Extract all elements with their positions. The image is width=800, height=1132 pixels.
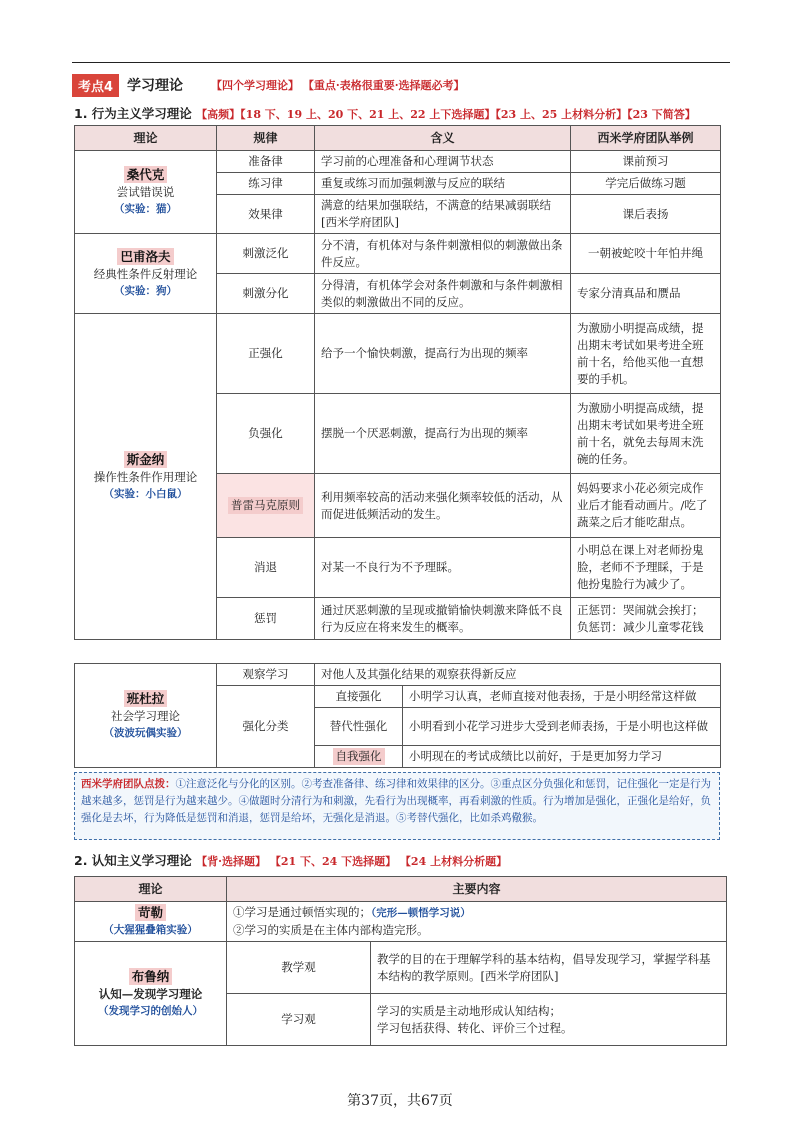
learning-view-line2: 学习包括获得、转化、评价三个过程。 — [377, 1020, 573, 1035]
pavlov-exp: （实验：狗） — [114, 284, 177, 297]
example-positive-punishment: 正惩罚：哭闹就会挨打； — [577, 602, 704, 617]
pavlov-theory: 经典性条件反射理论 — [93, 266, 198, 281]
learning-view-line1: 学习的实质是主动地形成认知结构； — [377, 1003, 561, 1018]
section-2-title: 2. 认知主义学习理论 — [74, 853, 192, 868]
law-cell: 消退 — [217, 538, 315, 598]
example-cell: 一朝被蛇咬十年怕井绳 — [571, 234, 721, 274]
skinner-theory: 操作性条件作用理论 — [93, 469, 198, 484]
example-cell: 为激励小明提高成绩，提出期末考试如果考进全班前十名，就免去每周末洗碗的任务。 — [571, 394, 721, 474]
self-reinforce-label: 自我强化 — [333, 748, 385, 765]
th-meaning: 含义 — [315, 126, 571, 151]
table-row — [75, 234, 721, 274]
bandura-theory: 社会学习理论 — [111, 708, 180, 723]
kohler-exp: （大猩猩叠箱实验） — [103, 924, 198, 936]
tips-text: ①注意泛化与分化的区别。②考查准备律、练习律和效果律的区分。③重点区分负强化和惩罚，记住强化一定是行为越来越多，惩罚是行为越来越少。④做题时分清行为和刺激，先看行为出现概率，再看刺激的性质。行为增加是强化，正强化是给好，负强化是去坏，行为降低是惩罚和消退，惩罚是给坏，无强化是消退。⑤考替代强化，比如杀鸡儆猴。 — [81, 778, 711, 824]
example-cell — [571, 598, 721, 640]
table-row — [75, 942, 727, 994]
example-cell: 专家分清真品和赝品 — [571, 274, 721, 314]
subtype-desc: 小明看到小花学习进步大受到老师表扬，于是小明也这样做 — [403, 708, 721, 746]
meaning-cell: 给予一个愉快刺激，提高行为出现的频率 — [315, 314, 571, 394]
pavlov-name: 巴甫洛夫 — [117, 248, 173, 265]
example-cell: 课前预习 — [571, 151, 721, 173]
kohler-line1-note: （完形—顿悟学习说） — [371, 907, 471, 919]
law-cell: 观察学习 — [217, 664, 315, 686]
thorndike-exp: （实验：猫） — [114, 203, 177, 215]
behaviorism-table — [74, 125, 721, 640]
example-cell: 课后表扬 — [571, 195, 721, 234]
kohler-line1: ①学习是通过顿悟实现的； — [233, 905, 371, 919]
kohler-line2: ②学习的实质是在主体内部构造完形。 — [233, 923, 429, 937]
subtype-cell: 直接强化 — [315, 686, 403, 708]
th-content: 主要内容 — [227, 877, 727, 902]
skinner-exp: （实验：小白鼠） — [103, 487, 188, 500]
example-cell: 为激励小明提高成绩，提出期末考试如果考进全班前十名，给他买他一直想要的手机。 — [571, 314, 721, 394]
thorndike-theory: 尝试错误说 — [116, 185, 175, 199]
tips-box — [74, 772, 720, 840]
section-2-heading — [74, 851, 507, 869]
th-theory: 理论 — [75, 126, 217, 151]
meaning-cell: 对某一不良行为不予理睬。 — [315, 538, 571, 598]
bandura-cell — [75, 664, 217, 768]
topic-header — [72, 74, 732, 96]
top-rule — [72, 62, 730, 63]
meaning-cell: 摆脱一个厌恶刺激，提高行为出现的频率 — [315, 394, 571, 474]
page-number: 第37页，共67页 — [347, 1093, 453, 1109]
table-row — [75, 664, 721, 686]
example-cell: 小明总在课上对老师扮鬼脸，老师不予理睬，于是他扮鬼脸行为减少了。 — [571, 538, 721, 598]
th-law: 规律 — [217, 126, 315, 151]
aspect-content: 教学的目的在于理解学科的基本结构，倡导发现学习，掌握学科基本结构的教学原则。[西米学府团队] — [371, 942, 727, 994]
aspect-content — [371, 994, 727, 1046]
aspect-cell: 教学观 — [227, 942, 371, 994]
meaning-cell: 分得清，有机体学会对条件刺激和与条件刺激相类似的刺激做出不同的反应。 — [315, 274, 571, 314]
law-cell — [217, 474, 315, 538]
bandura-exp: （波波玩偶实验） — [103, 726, 188, 739]
law-cell: 准备律 — [217, 151, 315, 173]
meaning-cell: 通过厌恶刺激的呈现或撤销愉快刺激来降低不良行为反应在将来发生的概率。 — [315, 598, 571, 640]
meaning-cell: 对他人及其强化结果的观察获得新反应 — [315, 664, 721, 686]
section-1-title: 1. 行为主义学习理论 — [74, 106, 192, 121]
kohler-cell — [75, 902, 227, 942]
table1-header-row — [75, 126, 721, 151]
meaning-cell: 满意的结果加强联结，不满意的结果减弱联结[西米学府团队] — [315, 195, 571, 234]
bandura-table — [74, 663, 721, 768]
table-row — [75, 151, 721, 173]
bandura-name: 班杜拉 — [124, 690, 168, 707]
subtype-cell — [315, 746, 403, 768]
table2-header-row — [75, 877, 727, 902]
law-cell: 效果律 — [217, 195, 315, 234]
example-negative-punishment: 负惩罚：减少儿童零花钱 — [577, 619, 704, 634]
table-row — [75, 902, 727, 942]
topic-title: 学习理论 — [127, 78, 184, 94]
meaning-cell: 分不清，有机体对与条件刺激相似的刺激做出条件反应。 — [315, 234, 571, 274]
kohler-name: 苛勒 — [135, 904, 166, 921]
meaning-cell: 学习前的心理准备和心理调节状态 — [315, 151, 571, 173]
meaning-cell: 重复或练习而加强刺激与反应的联结 — [315, 173, 571, 195]
th-example: 西米学府团队举例 — [571, 126, 721, 151]
meaning-cell: 利用频率较高的活动来强化频率较低的活动，从而促进低频活动的发生。 — [315, 474, 571, 538]
example-cell: 妈妈要求小花必须完成作业后才能看动画片。/吃了蔬菜之后才能吃甜点。 — [571, 474, 721, 538]
section-1-heading — [74, 104, 696, 122]
tips-label: 西米学府团队点拨： — [81, 778, 176, 790]
skinner-cell — [75, 314, 217, 640]
thorndike-cell — [75, 151, 217, 234]
pavlov-cell — [75, 234, 217, 314]
topic-badge: 考点4 — [72, 74, 119, 97]
subtype-cell: 替代性强化 — [315, 708, 403, 746]
law-cell: 刺激分化 — [217, 274, 315, 314]
section-2-tags: 【背·选择题】 【21 下、24 下选择题】 【24 上材料分析题】 — [196, 855, 508, 868]
kohler-content — [227, 902, 727, 942]
section-1-tags: 【高频】【18 下、19 上、20 下、21 上、22 上下选择题】【23 上、25 上材料分析】【23 下简答】 — [196, 108, 696, 121]
law-cell: 练习律 — [217, 173, 315, 195]
law-cell: 强化分类 — [217, 686, 315, 768]
bruner-cell — [75, 942, 227, 1046]
table-row — [75, 314, 721, 394]
bruner-exp: （发现学习的创始人） — [98, 1004, 203, 1017]
law-cell: 惩罚 — [217, 598, 315, 640]
premack-label: 普雷马克原则 — [228, 497, 303, 514]
subtype-desc: 小明现在的考试成绩比以前好，于是更加努力学习 — [403, 746, 721, 768]
example-cell: 学完后做练习题 — [571, 173, 721, 195]
law-cell: 刺激泛化 — [217, 234, 315, 274]
th-theory: 理论 — [75, 877, 227, 902]
bruner-name: 布鲁纳 — [129, 968, 173, 985]
bruner-theory: 认知—发现学习理论 — [98, 986, 203, 1001]
subtype-desc: 小明学习认真，老师直接对他表扬，于是小明经常这样做 — [403, 686, 721, 708]
skinner-name: 斯金纳 — [124, 451, 168, 468]
thorndike-name: 桑代克 — [124, 166, 168, 183]
law-cell: 负强化 — [217, 394, 315, 474]
aspect-cell: 学习观 — [227, 994, 371, 1046]
cognitivism-table — [74, 876, 727, 1046]
law-cell: 正强化 — [217, 314, 315, 394]
topic-tags: 【四个学习理论】 【重点·表格很重要·选择题必考】 — [211, 79, 465, 92]
